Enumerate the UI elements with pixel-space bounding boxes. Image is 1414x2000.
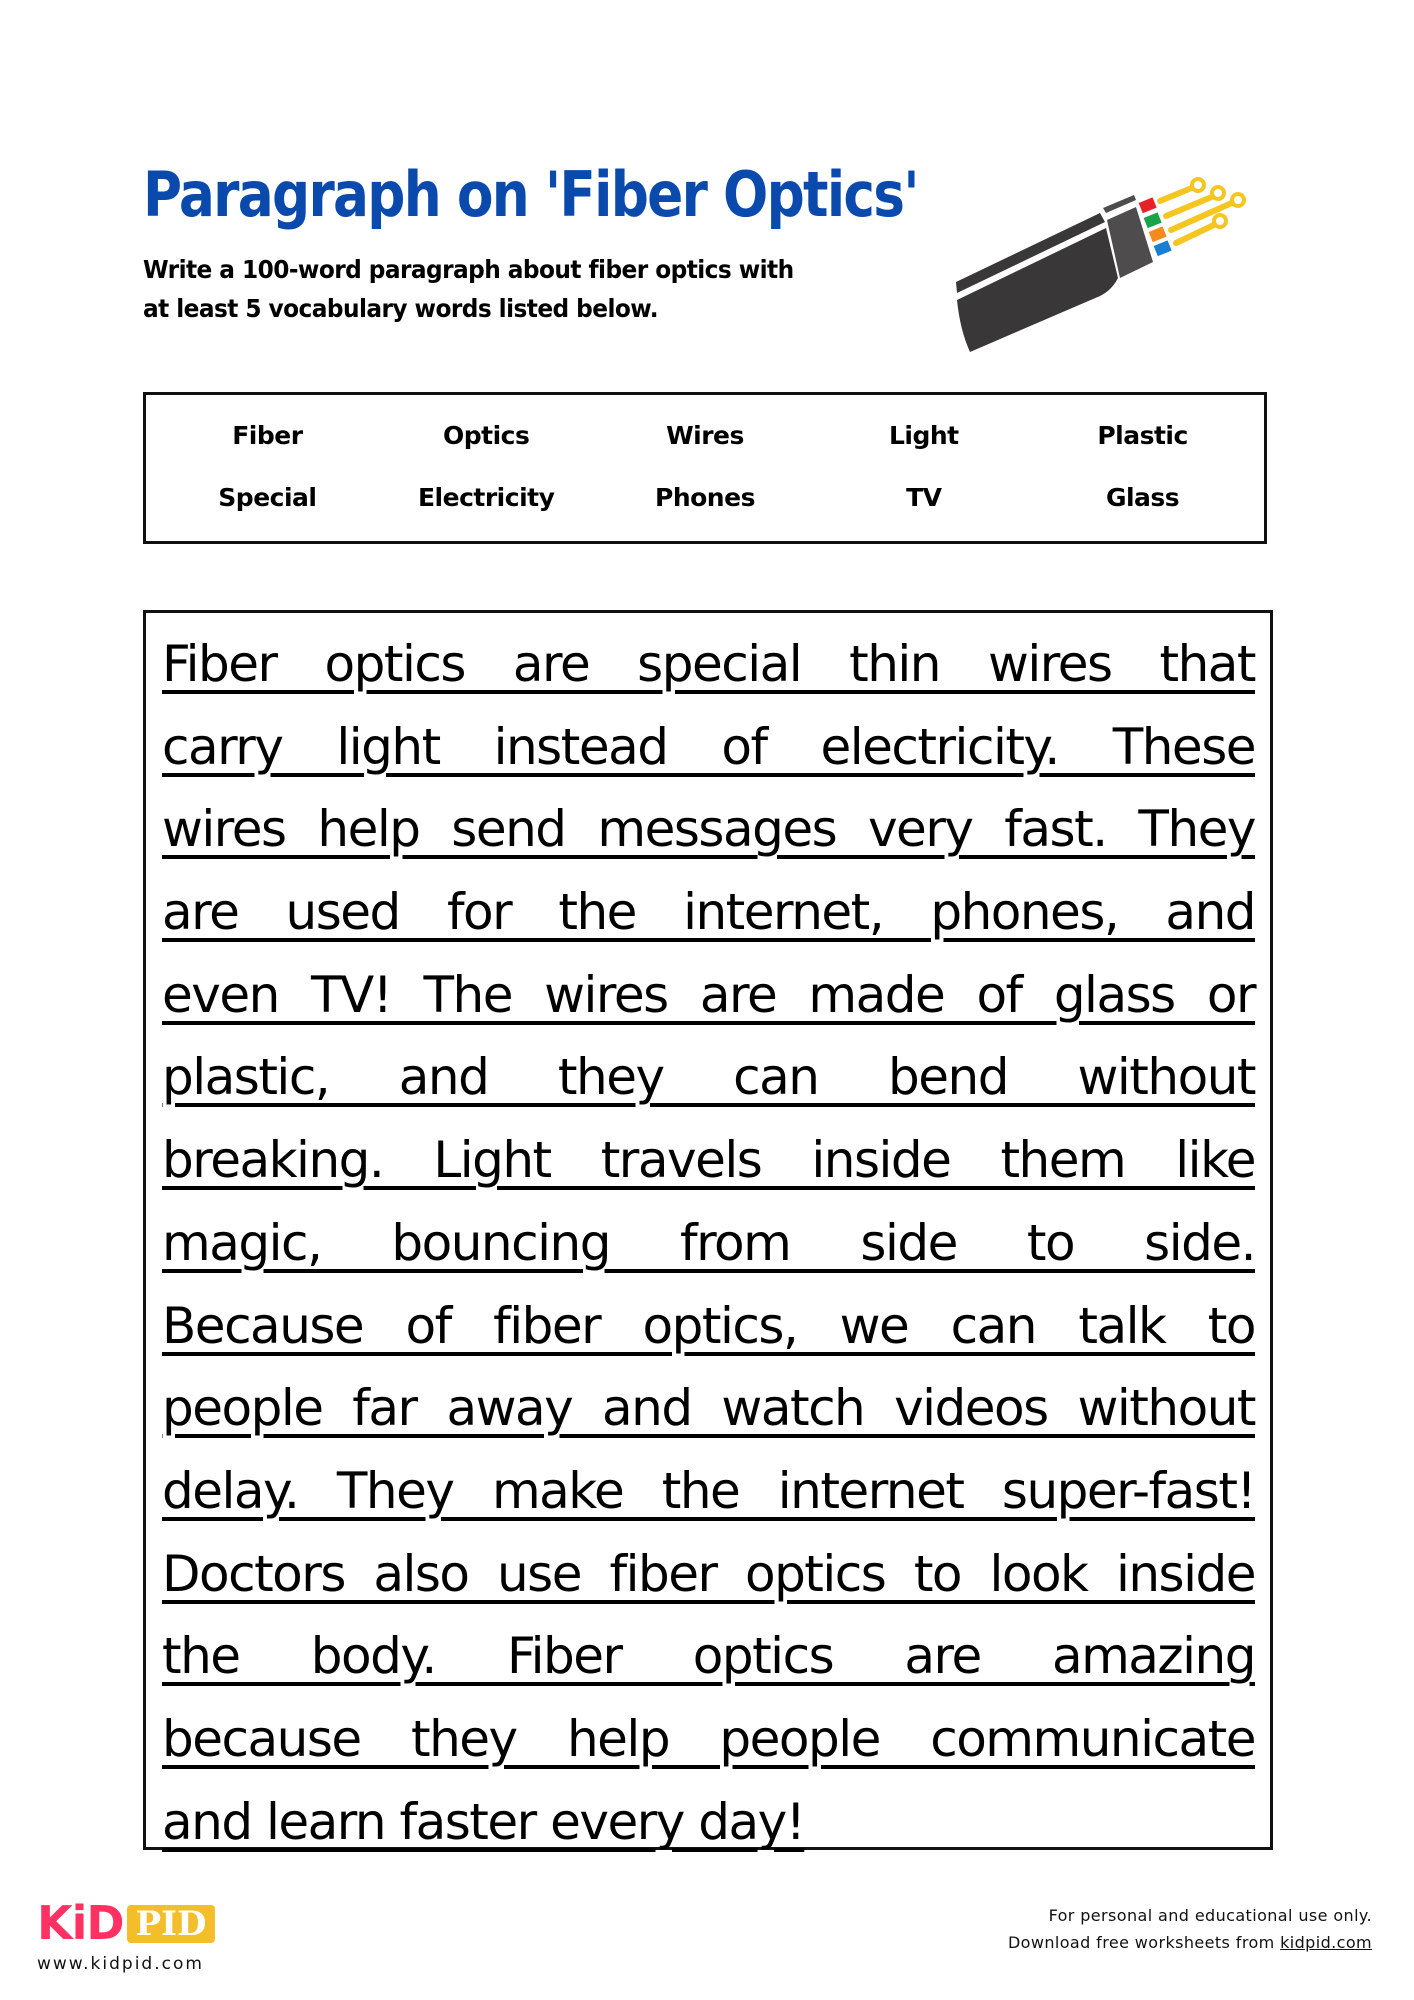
vocabulary-grid bbox=[146, 395, 1264, 541]
kidpid-logo[interactable] bbox=[37, 1896, 227, 1980]
logo-kid-text: KiD bbox=[37, 1896, 124, 1950]
paragraph-line: and learn faster every day! bbox=[162, 1792, 805, 1851]
paragraph-line: Fiber optics are special thin wires that bbox=[162, 635, 1256, 693]
paragraph-line: breaking. Light travels inside them like bbox=[162, 1131, 1256, 1190]
paragraph-line: plastic, and they can bend without bbox=[162, 1048, 1255, 1107]
vocab-word-light: Light bbox=[888, 421, 959, 450]
footer-download-note bbox=[1008, 1929, 1372, 1956]
vocab-word-tv: TV bbox=[906, 483, 942, 512]
logo-url: www.kidpid.com bbox=[37, 1954, 204, 1974]
logo-pid-text: PID bbox=[135, 1904, 207, 1944]
vocab-word-glass: Glass bbox=[1105, 483, 1180, 512]
vocabulary-box bbox=[143, 392, 1267, 544]
paragraph-line: delay. They make the internet super-fast! bbox=[162, 1461, 1255, 1520]
footer-note bbox=[1008, 1902, 1372, 1956]
paragraph-line: Doctors also use fiber optics to look inside bbox=[162, 1544, 1255, 1603]
paragraph-line: magic, bouncing from side to side. bbox=[162, 1213, 1255, 1272]
instructions bbox=[143, 250, 868, 328]
vocab-word-optics: Optics bbox=[443, 421, 530, 450]
instructions-line-1: Write a 100-word paragraph about fiber optics with bbox=[143, 255, 794, 284]
paragraph-line: people far away and watch videos without bbox=[162, 1379, 1255, 1438]
paragraph-line: Because of fiber optics, we can talk to bbox=[162, 1296, 1256, 1355]
footer-download-prefix: Download free worksheets from bbox=[1007, 1933, 1281, 1952]
vocab-word-fiber: Fiber bbox=[232, 421, 303, 450]
vocab-word-special: Special bbox=[218, 483, 317, 512]
paragraph-line: because they help people communicate bbox=[162, 1709, 1255, 1768]
vocab-word-phones: Phones bbox=[655, 483, 755, 512]
footer-usage-note: For personal and educational use only. bbox=[1048, 1906, 1372, 1925]
paragraph-line: carry light instead of electricity. These bbox=[162, 717, 1256, 776]
vocab-word-plastic: Plastic bbox=[1097, 421, 1188, 450]
vocab-word-wires: Wires bbox=[666, 421, 744, 450]
page-title: Paragraph on 'Fiber Optics' bbox=[143, 158, 918, 231]
paragraph-box bbox=[143, 610, 1273, 1850]
paragraph-text bbox=[162, 623, 1255, 1863]
instructions-line-2: at least 5 vocabulary words listed below. bbox=[143, 294, 659, 323]
kidpid-link[interactable]: kidpid.com bbox=[1280, 1933, 1372, 1952]
paragraph-line: are used for the internet, phones, and bbox=[162, 883, 1256, 942]
paragraph-line: even TV! The wires are made of glass or bbox=[162, 965, 1256, 1024]
logo-pid-badge bbox=[127, 1905, 215, 1943]
paragraph-line: wires help send messages very fast. They bbox=[162, 800, 1256, 859]
fiber-optic-cable-icon bbox=[940, 160, 1270, 360]
paragraph-line: the body. Fiber optics are amazing bbox=[162, 1627, 1255, 1686]
vocab-word-electricity: Electricity bbox=[417, 483, 555, 512]
